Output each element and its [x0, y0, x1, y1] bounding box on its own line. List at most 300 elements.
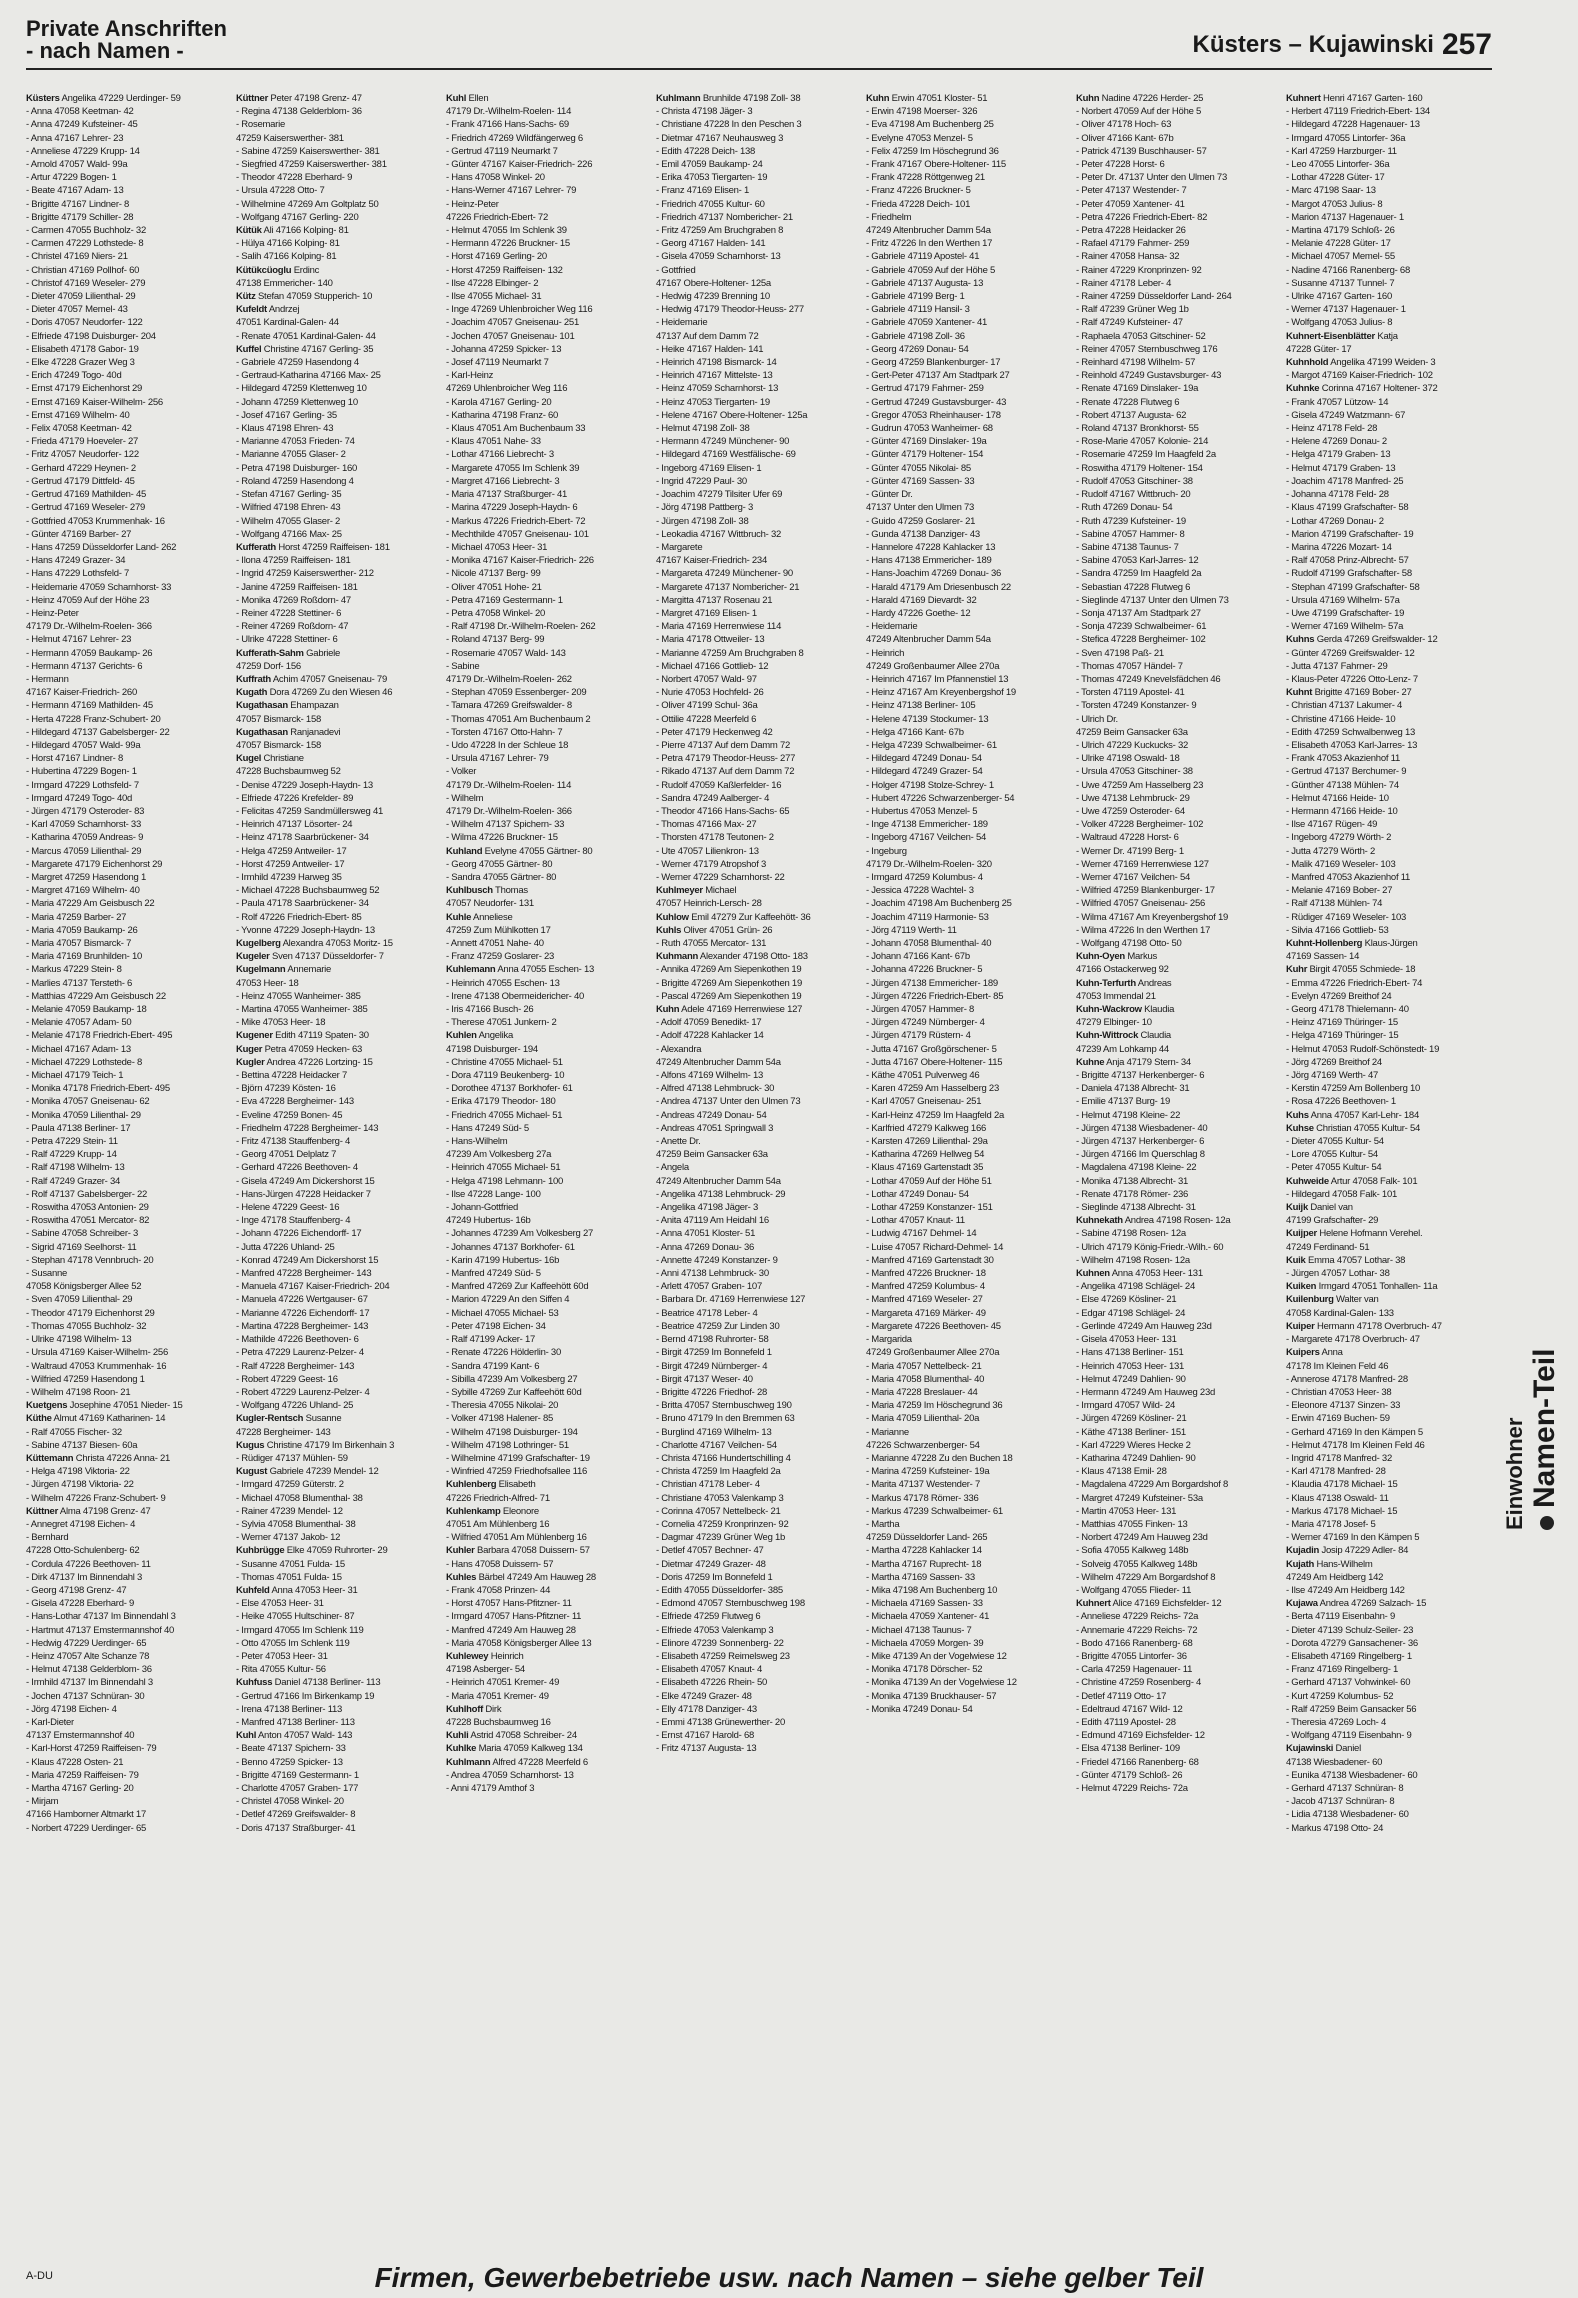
entry-details: Peter 47198 Grenz- 47 — [268, 93, 362, 104]
directory-entry — [866, 1518, 1068, 1531]
entry-details: 47259 Zum Mühlkotten 17 — [446, 924, 551, 936]
directory-entry — [26, 699, 228, 712]
entry-details: - Ilse 47167 Rügen- 49 — [1286, 819, 1378, 831]
directory-entry — [1286, 1571, 1488, 1584]
directory-entry — [236, 435, 438, 448]
directory-entry — [236, 475, 438, 488]
entry-details: - Hermann 47249 Münchener- 90 — [656, 436, 790, 448]
directory-entry — [1076, 1016, 1278, 1029]
entry-details: Stefan 47059 Stupperich- 10 — [255, 291, 373, 303]
directory-entry — [866, 871, 1068, 884]
directory-entry — [446, 1676, 648, 1689]
entry-details: - Joachim 47178 Manfred- 25 — [1286, 475, 1404, 487]
directory-entry — [1286, 1729, 1488, 1742]
directory-entry — [26, 343, 228, 356]
directory-entry — [236, 1082, 438, 1095]
entry-details: - Rainer 47058 Hansa- 32 — [1076, 251, 1180, 263]
entry-details: - Wilhelm 47055 Glaser- 2 — [236, 515, 341, 527]
directory-entry — [1286, 1227, 1488, 1240]
directory-entry — [1286, 237, 1488, 250]
directory-entry — [26, 1439, 228, 1452]
directory-entry — [26, 1452, 228, 1465]
entry-details: - Gertrud 47169 Weseler- 279 — [26, 502, 146, 514]
directory-entry — [1076, 277, 1278, 290]
entry-details: - Helmut 47138 Gelderblom- 36 — [26, 1664, 152, 1676]
directory-entry — [1076, 1729, 1278, 1742]
entry-details: - Petra 47198 Duisburger- 160 — [236, 462, 358, 474]
entry-details: - Gerhard 47169 In den Kämpen 5 — [1286, 1426, 1423, 1438]
surname: Kuhn — [656, 1004, 680, 1016]
directory-entry — [656, 118, 858, 131]
entry-details: - Christian 47169 Pollhof- 60 — [26, 264, 140, 276]
entry-details: - Elfriede 47198 Duisburger- 204 — [26, 330, 156, 342]
entry-details: - Helmut 47179 Graben- 13 — [1286, 462, 1396, 474]
entry-details: - Jürgen 47198 Zoll- 38 — [656, 515, 749, 527]
entry-details: - Hermann 47137 Gerichts- 6 — [26, 660, 143, 672]
entry-details: - Lothar 47228 Güter- 17 — [1286, 172, 1385, 184]
entry-details: - Helene 47139 Stockumer- 13 — [866, 713, 989, 725]
directory-entry — [866, 594, 1068, 607]
directory-entry — [1286, 1122, 1488, 1135]
entry-details: - Mirjam — [26, 1796, 59, 1808]
directory-entry — [1286, 475, 1488, 488]
surname: Kuhl — [236, 1730, 257, 1742]
entry-details: - Hildegard 47057 Wald- 99a — [26, 739, 141, 751]
entry-details: - Beate 47167 Adam- 13 — [26, 185, 124, 197]
entry-details: - Theodor 47228 Eberhard- 9 — [236, 172, 353, 184]
directory-entry — [866, 224, 1068, 237]
entry-details: - Jutta 47279 Wörth- 2 — [1286, 845, 1376, 857]
directory-entry — [1076, 1399, 1278, 1412]
entry-details: - Friedrich 47137 Nombericher- 21 — [656, 211, 793, 223]
entry-details: - Jörg 47169 Werth- 47 — [1286, 1070, 1379, 1082]
entry-details: 47249 Am Heidberg 142 — [1286, 1571, 1384, 1583]
entry-details: 47228 Güter- 17 — [1286, 343, 1352, 355]
directory-entry — [866, 911, 1068, 924]
entry-details: - Michael 47167 Adam- 13 — [26, 1043, 131, 1055]
entry-details: - Renate 47051 Kardinal-Galen- 44 — [236, 330, 376, 342]
directory-entry — [656, 1201, 858, 1214]
directory-entry — [656, 1426, 858, 1439]
directory-entry — [866, 105, 1068, 118]
entry-details: 47269 Uhlenbroicher Weg 116 — [446, 383, 568, 395]
entry-details: - Jürgen 47198 Viktoria- 22 — [26, 1479, 134, 1491]
directory-entry — [1286, 396, 1488, 409]
entry-details: - Heinz 47055 Wanheimer- 385 — [236, 990, 361, 1002]
entry-details: - Wilma 47226 Bruckner- 15 — [446, 832, 558, 844]
entry-details: - Heinz 47167 Am Kreyenbergshof 19 — [866, 687, 1016, 699]
entry-details: - Klaus 47169 Gartenstadt 35 — [866, 1162, 984, 1174]
directory-entry — [236, 1188, 438, 1201]
directory-entry — [236, 594, 438, 607]
entry-details: - Irmhild 47137 Im Binnendahl 3 — [26, 1677, 153, 1689]
directory-entry — [656, 567, 858, 580]
directory-entry — [446, 726, 648, 739]
entry-details: - Ludwig 47167 Dehmel- 14 — [866, 1228, 977, 1240]
directory-entry — [1076, 1465, 1278, 1478]
directory-entry — [446, 805, 648, 818]
entry-details: - Ilse 47228 Elbinger- 2 — [446, 277, 539, 289]
directory-entry — [1076, 1267, 1278, 1280]
entry-details: Almut 47169 Katharinen- 14 — [51, 1413, 166, 1425]
directory-entry — [1076, 963, 1278, 976]
entry-details: - Günter Dr. — [866, 489, 913, 501]
entry-details: 47249 Altenbrucher Damm 54a — [866, 225, 991, 237]
directory-entry — [26, 1161, 228, 1174]
entry-details: - Michael 47166 Gottlieb- 12 — [656, 660, 769, 672]
entry-details: - Detlef 47269 Greifswalder- 8 — [236, 1809, 356, 1821]
entry-details: - Ralf 47259 Beim Gansacker 56 — [1286, 1703, 1417, 1715]
entry-details: - Ottilie 47228 Meerfeld 6 — [656, 713, 757, 725]
surname: Kuger — [236, 1043, 263, 1055]
entry-details: 47249 Ferdinand- 51 — [1286, 1241, 1370, 1253]
directory-entry — [236, 462, 438, 475]
entry-details: - Thomas 47051 Am Buchenbaum 2 — [446, 713, 591, 725]
entry-details: - Solveig 47055 Kalkweg 148b — [1076, 1558, 1198, 1570]
entry-details: Andrea 47269 Salzach- 15 — [1317, 1598, 1427, 1610]
entry-details: - Monika 47057 Gneisenau- 62 — [26, 1096, 150, 1108]
directory-entry — [866, 1610, 1068, 1623]
directory-entry — [1286, 1492, 1488, 1505]
directory-entry — [1076, 1280, 1278, 1293]
entry-details: - Eveline 47259 Bonen- 45 — [236, 1109, 343, 1121]
entry-details: - Brigitte 47269 Am Siepenkothen 19 — [656, 977, 802, 989]
directory-entry — [446, 303, 648, 316]
directory-entry — [1286, 184, 1488, 197]
entry-details: - Edgar 47198 Schlägel- 24 — [1076, 1307, 1186, 1319]
entry-details: Heinrich — [488, 1650, 524, 1662]
directory-entry — [1286, 264, 1488, 277]
directory-entry — [656, 673, 858, 686]
directory-entry — [866, 792, 1068, 805]
entry-details: - Björn 47239 Kösten- 16 — [236, 1083, 336, 1095]
entry-details: - Martina 47179 Schloß- 26 — [1286, 225, 1395, 237]
directory-entry — [656, 1703, 858, 1716]
entry-details: - Margot 47053 Julius- 8 — [1286, 198, 1383, 210]
directory-entry — [26, 92, 228, 105]
directory-entry — [866, 831, 1068, 844]
directory-entry — [446, 713, 648, 726]
directory-entry — [1286, 515, 1488, 528]
directory-entry — [866, 1188, 1068, 1201]
entry-details: - Hubert 47226 Schwarzenberger- 54 — [866, 792, 1015, 804]
directory-entry — [866, 277, 1068, 290]
entry-details: - Günter 47269 Greifswalder- 12 — [1286, 647, 1415, 659]
entry-details: 47179 Dr.-Wilhelm-Roelen- 320 — [866, 858, 992, 870]
entry-details: - Sandra 47259 Im Haagfeld 2a — [1076, 568, 1202, 580]
entry-details: - Lore 47055 Kultur- 54 — [1286, 1149, 1378, 1161]
entry-details: - Wilhelm 47198 Lothringer- 51 — [446, 1439, 569, 1451]
entry-details: - Monika 47139 An der Vogelwiese 12 — [866, 1677, 1017, 1689]
directory-entry — [26, 647, 228, 660]
entry-details: - Rosemarie — [236, 119, 285, 131]
entry-details: Anneliese — [471, 911, 513, 923]
entry-details: - Marion 47229 An den Siffen 4 — [446, 1294, 570, 1306]
directory-entry — [236, 1703, 438, 1716]
entry-details: - Christel 47169 Niers- 21 — [26, 251, 128, 263]
entry-details: - Gabriele 47119 Apostel- 41 — [866, 251, 980, 263]
entry-details: - Hans 47249 Grazer- 34 — [26, 555, 126, 567]
directory-entry — [656, 92, 858, 105]
entry-details: - Torsten 47167 Otto-Hahn- 7 — [446, 726, 563, 738]
directory-entry — [656, 1637, 858, 1650]
surname: Kugelmann — [236, 964, 286, 976]
entry-details: 47228 Buchsbaumweg 52 — [236, 766, 341, 778]
directory-entry — [236, 963, 438, 976]
entry-details: Josephine 47051 Nieder- 15 — [67, 1400, 183, 1412]
entry-details: - Monika 47059 Lilienthal- 29 — [26, 1109, 141, 1121]
entry-details: - Anita 47119 Am Heidahl 16 — [656, 1215, 769, 1227]
directory-entry — [1286, 673, 1488, 686]
directory-entry — [26, 422, 228, 435]
entry-details: - Benno 47259 Spicker- 13 — [236, 1756, 343, 1768]
directory-entry — [656, 1531, 858, 1544]
entry-details: - Felicitas 47259 Sandmüllersweg 41 — [236, 805, 384, 817]
directory-entry — [236, 356, 438, 369]
entry-details: - Elke 47228 Grazer Weg 3 — [26, 357, 135, 369]
directory-entry — [236, 1742, 438, 1755]
entry-details: - Christa 47259 Im Haagfeld 2a — [656, 1466, 781, 1478]
entry-details: - Melanie 47169 Bober- 27 — [1286, 885, 1393, 897]
entry-details: Gabriele 47239 Mendel- 12 — [267, 1466, 379, 1478]
entry-details: - Sofia 47055 Kalkweg 148b — [1076, 1545, 1189, 1557]
directory-entry — [26, 1769, 228, 1782]
directory-entry — [1076, 1333, 1278, 1346]
directory-entry — [1286, 105, 1488, 118]
directory-entry — [866, 316, 1068, 329]
listing-column-3 — [446, 92, 648, 2222]
entry-details: - Fritz 47057 Neudorfer- 122 — [26, 449, 139, 461]
entry-details: - Maria 47058 Königsberger Allee 13 — [446, 1637, 592, 1649]
entry-details: - Margareta 47169 Märker- 49 — [866, 1307, 986, 1319]
entry-details: - Johannes 47137 Borkhofer- 61 — [446, 1241, 575, 1253]
directory-entry — [236, 1043, 438, 1056]
directory-entry — [446, 237, 648, 250]
directory-entry — [656, 779, 858, 792]
directory-entry — [866, 1531, 1068, 1544]
entry-details: - Maria 47169 Brunhilden- 10 — [26, 951, 143, 963]
directory-entry — [236, 1412, 438, 1425]
directory-entry — [656, 1227, 858, 1240]
directory-entry — [26, 264, 228, 277]
entry-details: - Jutta 47137 Fahrner- 29 — [1286, 660, 1388, 672]
directory-entry — [866, 1280, 1068, 1293]
directory-entry — [1286, 554, 1488, 567]
directory-entry — [236, 224, 438, 237]
entry-details: - Eva 47228 Bergheimer- 143 — [236, 1096, 354, 1108]
directory-entry — [446, 277, 648, 290]
entry-details: - Evelyne 47053 Menzel- 5 — [866, 132, 973, 144]
entry-details: - Dorothee 47137 Borkhofer- 61 — [446, 1083, 573, 1095]
entry-details: - Ursula 47169 Wilhelm- 57a — [1286, 594, 1400, 606]
entry-details: - Monika 47139 Bruckhauser- 57 — [866, 1690, 997, 1702]
directory-entry — [1286, 1333, 1488, 1346]
entry-details: - Horst 47259 Antweiler- 17 — [236, 858, 345, 870]
directory-entry — [1286, 963, 1488, 976]
directory-entry — [1286, 1650, 1488, 1663]
directory-entry — [446, 633, 648, 646]
directory-entry — [866, 1703, 1068, 1716]
directory-entry — [1286, 1188, 1488, 1201]
directory-entry — [236, 977, 438, 990]
entry-details: - Andreas 47249 Donau- 54 — [656, 1109, 767, 1121]
entry-details: - Helga 47239 Schwalbeimer- 61 — [866, 739, 997, 751]
side-tab-line1: Einwohner — [1502, 1417, 1527, 1530]
entry-details: - Hildegard 47058 Falk- 101 — [1286, 1188, 1398, 1200]
directory-entry — [866, 567, 1068, 580]
directory-entry — [446, 528, 648, 541]
entry-details: - Jürgen 47137 Herkenberger- 6 — [1076, 1136, 1205, 1148]
listing-column-5 — [866, 92, 1068, 2222]
entry-details: - Carla 47259 Hagenauer- 11 — [1076, 1664, 1193, 1676]
entry-details: - Klaus 47051 Am Buchenbaum 33 — [446, 423, 586, 435]
entry-details: - Christa 47198 Jäger- 3 — [656, 106, 753, 118]
directory-entry — [1076, 330, 1278, 343]
directory-entry — [1076, 1518, 1278, 1531]
entry-details: - Leokadia 47167 Wittbruch- 32 — [656, 528, 782, 540]
entry-details: - Thomas 47051 Fulda- 15 — [236, 1571, 342, 1583]
directory-entry — [1286, 1267, 1488, 1280]
directory-entry — [1286, 1637, 1488, 1650]
entry-details: Walter van — [1333, 1294, 1379, 1306]
entry-details: - Heinz 47169 Thüringer- 15 — [1286, 1017, 1398, 1029]
entry-details: - Friedrich 47055 Michael- 51 — [446, 1109, 563, 1121]
directory-entry — [1286, 1135, 1488, 1148]
directory-entry — [236, 1808, 438, 1821]
directory-entry — [26, 1333, 228, 1346]
entry-details: - Irmgard 47259 Kolumbus- 4 — [866, 871, 983, 883]
entry-details: Dora 47269 Zu den Wiesen 46 — [267, 687, 393, 699]
entry-details: - Emma 47226 Friedrich-Ebert- 74 — [1286, 977, 1423, 989]
entry-details: 47057 Bismarck- 158 — [236, 739, 322, 751]
surname: Kuhler — [446, 1545, 475, 1557]
entry-details: - Eunika 47138 Wiesbadener- 60 — [1286, 1769, 1418, 1781]
entry-details: - Anna 47249 Kufsteiner- 45 — [26, 119, 138, 131]
entry-details: - Friedrich 47269 Wildfängerweg 6 — [446, 132, 583, 144]
entry-details: - Hans 47229 Lothsfeld- 7 — [26, 568, 130, 580]
directory-entry — [446, 620, 648, 633]
entry-details: - Katharina 47059 Andreas- 9 — [26, 832, 144, 844]
entry-details: - Stephan 47199 Grafschafter- 58 — [1286, 581, 1420, 593]
directory-entry — [26, 250, 228, 263]
directory-entry — [1076, 1412, 1278, 1425]
entry-details: - Karl 47059 Scharnhorst- 33 — [26, 819, 141, 831]
directory-entry — [26, 145, 228, 158]
entry-details: - Gerlinde 47249 Am Hauweg 23d — [1076, 1320, 1212, 1332]
directory-entry — [236, 845, 438, 858]
directory-entry — [26, 118, 228, 131]
directory-entry — [1076, 316, 1278, 329]
entry-details: - Erika 47053 Tiergarten- 19 — [656, 172, 768, 184]
entry-details: 47249 Großenbaumer Allee 270a — [866, 660, 1000, 672]
directory-entry — [1286, 290, 1488, 303]
entry-details: - Hans 47058 Duissern- 57 — [446, 1558, 554, 1570]
entry-details: - Fritz 47137 Augusta- 13 — [656, 1743, 757, 1755]
entry-details: - Ilse 47228 Lange- 100 — [446, 1188, 541, 1200]
entry-details: - Iris 47166 Busch- 26 — [446, 1004, 534, 1016]
directory-entry — [236, 1346, 438, 1359]
directory-entry — [656, 515, 858, 528]
entry-details: - Jürgen 47249 Nürnberger- 4 — [866, 1017, 985, 1029]
entry-details: Astrid 47058 Schreiber- 24 — [468, 1730, 577, 1742]
directory-entry — [26, 1584, 228, 1597]
directory-entry — [236, 660, 438, 673]
directory-entry — [1076, 1703, 1278, 1716]
directory-entry — [236, 448, 438, 461]
directory-entry — [656, 501, 858, 514]
directory-entry — [1076, 1201, 1278, 1214]
entry-details: Anton 47057 Wald- 143 — [256, 1730, 353, 1742]
entry-details: - Malik 47169 Weseler- 103 — [1286, 858, 1396, 870]
directory-entry — [866, 779, 1068, 792]
directory-entry — [236, 990, 438, 1003]
directory-entry — [236, 884, 438, 897]
directory-entry — [236, 409, 438, 422]
directory-entry — [1076, 950, 1278, 963]
entry-details: - Andrea 47059 Scharnhorst- 13 — [446, 1769, 574, 1781]
directory-entry — [866, 1558, 1068, 1571]
directory-entry — [236, 303, 438, 316]
entry-details: - Hildegard 47137 Gabelsberger- 22 — [26, 726, 170, 738]
entry-details: - Helmut 47167 Lehrer- 23 — [26, 634, 132, 646]
directory-entry — [236, 118, 438, 131]
entry-details: - Joachim 47119 Harmonie- 53 — [866, 911, 989, 923]
directory-entry — [1286, 118, 1488, 131]
directory-entry — [1286, 1307, 1488, 1320]
entry-details: Eleonore — [500, 1505, 539, 1517]
directory-entry — [1076, 1544, 1278, 1557]
directory-entry — [866, 673, 1068, 686]
directory-entry — [446, 818, 648, 831]
entry-details: Andreas — [1135, 977, 1172, 989]
surname: Kuhr — [1286, 964, 1308, 976]
directory-entry — [656, 198, 858, 211]
directory-entry — [1286, 607, 1488, 620]
entry-details: - Georg 47167 Halden- 141 — [656, 238, 766, 250]
entry-details: - Robert 47229 Geest- 16 — [236, 1373, 338, 1385]
directory-entry — [866, 858, 1068, 871]
directory-entry — [866, 990, 1068, 1003]
directory-entry — [1076, 1307, 1278, 1320]
entry-details: Josip 47229 Adler- 84 — [1319, 1545, 1409, 1557]
entry-details: - Detlef 47057 Bechner- 47 — [656, 1545, 764, 1557]
directory-entry — [1076, 845, 1278, 858]
entry-details: - Helmut 47178 Im Kleinen Feld 46 — [1286, 1439, 1425, 1451]
entry-details: - Irmgard 47249 Togo- 40d — [26, 792, 133, 804]
directory-entry — [26, 1109, 228, 1122]
entry-details: - Hermann 47059 Baukamp- 26 — [26, 647, 153, 659]
directory-entry — [446, 250, 648, 263]
entry-details: - Gertrud 47169 Mathilden- 45 — [26, 489, 147, 501]
entry-details: - Werner Dr. 47199 Berg- 1 — [1076, 845, 1184, 857]
directory-entry — [1076, 435, 1278, 448]
directory-entry — [656, 1293, 858, 1306]
directory-entry — [26, 1597, 228, 1610]
entry-details: - Sebastian 47228 Flutweg 6 — [1076, 581, 1191, 593]
entry-details: - Rose-Marie 47057 Kolonie- 214 — [1076, 436, 1209, 448]
entry-details: Adele 47169 Herrenwiese 127 — [679, 1004, 803, 1016]
directory-entry — [1076, 1043, 1278, 1056]
entry-details: - Annemarie 47229 Reichs- 72 — [1076, 1624, 1198, 1636]
entry-details: - Klaus-Peter 47226 Otto-Lenz- 7 — [1286, 673, 1418, 685]
directory-entry — [236, 237, 438, 250]
directory-entry — [236, 488, 438, 501]
directory-entry — [446, 1769, 648, 1782]
entry-details: - Ralf 47198 Dr.-Wilhelm-Roelen- 262 — [446, 621, 596, 633]
directory-entry — [446, 1254, 648, 1267]
entry-details: - Margarete 47226 Beethoven- 45 — [866, 1320, 1001, 1332]
directory-entry — [1076, 1029, 1278, 1042]
